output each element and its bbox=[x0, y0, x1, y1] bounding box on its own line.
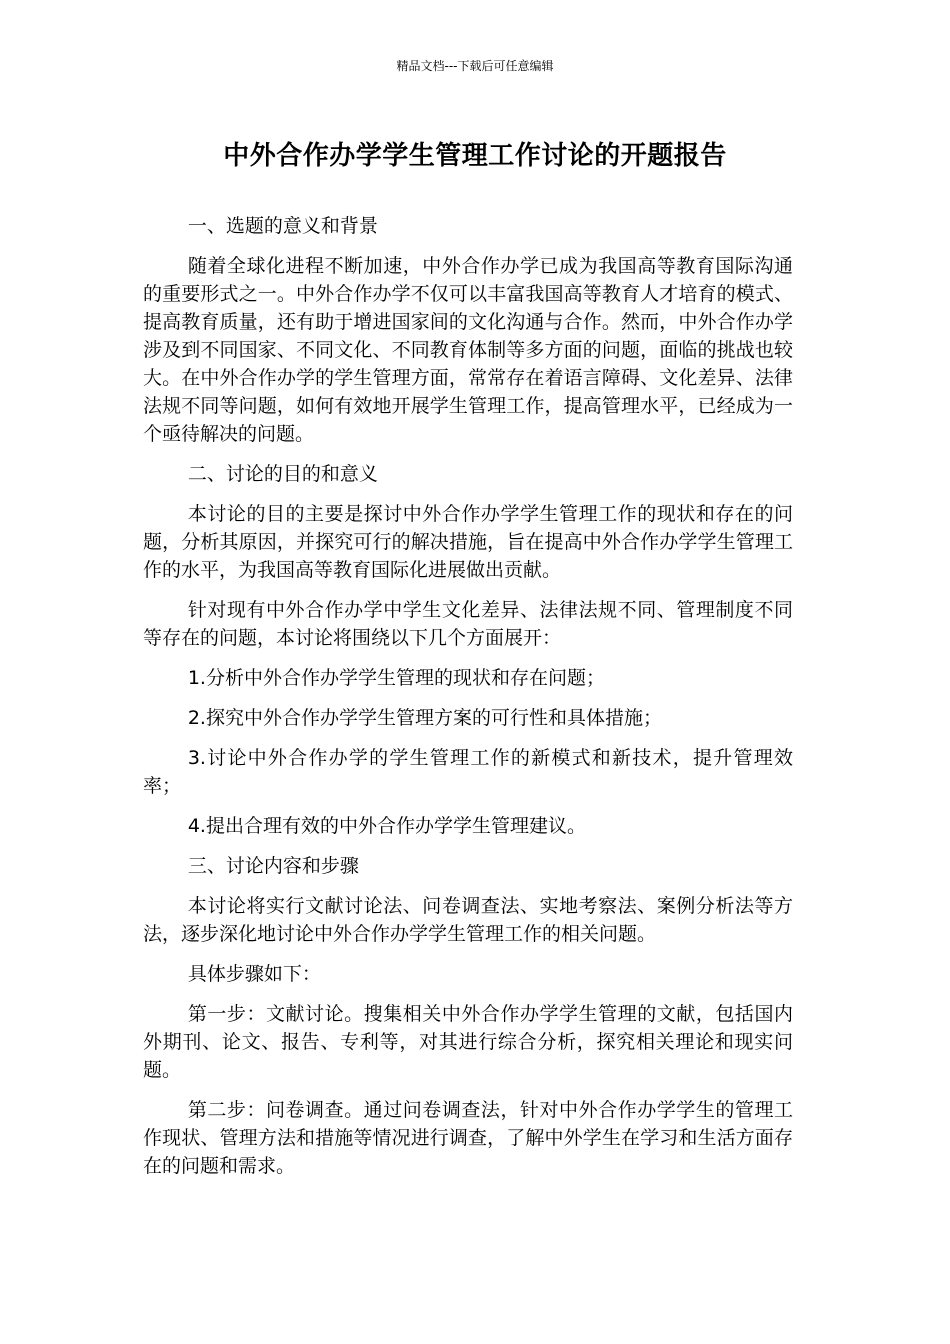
paragraph: 第一步：文献讨论。搜集相关中外合作办学学生管理的文献，包括国内外期刊、论文、报告、专利等，对其进行综合分析，探究相关理论和现实问题。 bbox=[143, 1003, 793, 1081]
paragraph: 本讨论将实行文献讨论法、问卷调查法、实地考察法、案例分析法等方法，逐步深化地讨论中外合作办学学生管理工作的相关问题。 bbox=[143, 895, 793, 945]
section-heading: 一、选题的意义和背景 bbox=[187, 215, 378, 237]
header-note: 精品文档---下载后可任意编辑 bbox=[396, 59, 554, 73]
paragraph: 本讨论的目的主要是探讨中外合作办学学生管理工作的现状和存在的问题，分析其原因，并探究可行的解决措施，旨在提高中外合作办学学生管理工作的水平，为我国高等教育国际化进展做出贡献。 bbox=[143, 503, 793, 581]
list-item: 3.讨论中外合作办学的学生管理工作的新模式和新技术，提升管理效率； bbox=[143, 747, 793, 797]
paragraph: 针对现有中外合作办学中学生文化差异、法律法规不同、管理制度不同等存在的问题，本讨论将围绕以下几个方面展开： bbox=[143, 599, 793, 649]
section-heading: 三、讨论内容和步骤 bbox=[187, 855, 359, 877]
paragraph: 随着全球化进程不断加速，中外合作办学已成为我国高等教育国际沟通的重要形式之一。中外合作办学不仅可以丰富我国高等教育人才培育的模式、提高教育质量，还有助于增进国家间的文化沟通与合作。然而，中外合作办学涉及到不同国家、不同文化、不同教育体制等多方面的问题，面临的挑战也较大。在中外合作办学的学生管理方面，常常存在着语言障碍、文化差异、法律法规不同等问题，如何有效地开展学生管理工作，提高管理水平，已经成为一个亟待解决的问题。 bbox=[143, 255, 793, 445]
paragraph: 具体步骤如下： bbox=[187, 963, 321, 985]
list-item: 4.提出合理有效的中外合作办学学生管理建议。 bbox=[187, 815, 586, 837]
paragraph: 第二步：问卷调查。通过问卷调查法，针对中外合作办学学生的管理工作现状、管理方法和措施等情况进行调查，了解中外学生在学习和生活方面存在的问题和需求。 bbox=[143, 1099, 793, 1177]
document-body bbox=[143, 212, 793, 1192]
list-item: 2.探究中外合作办学学生管理方案的可行性和具体措施； bbox=[187, 707, 662, 729]
section-heading: 二、讨论的目的和意义 bbox=[187, 463, 378, 485]
list-item: 1.分析中外合作办学学生管理的现状和存在问题； bbox=[187, 667, 605, 689]
document-title: 中外合作办学学生管理工作讨论的开题报告 bbox=[223, 141, 727, 171]
